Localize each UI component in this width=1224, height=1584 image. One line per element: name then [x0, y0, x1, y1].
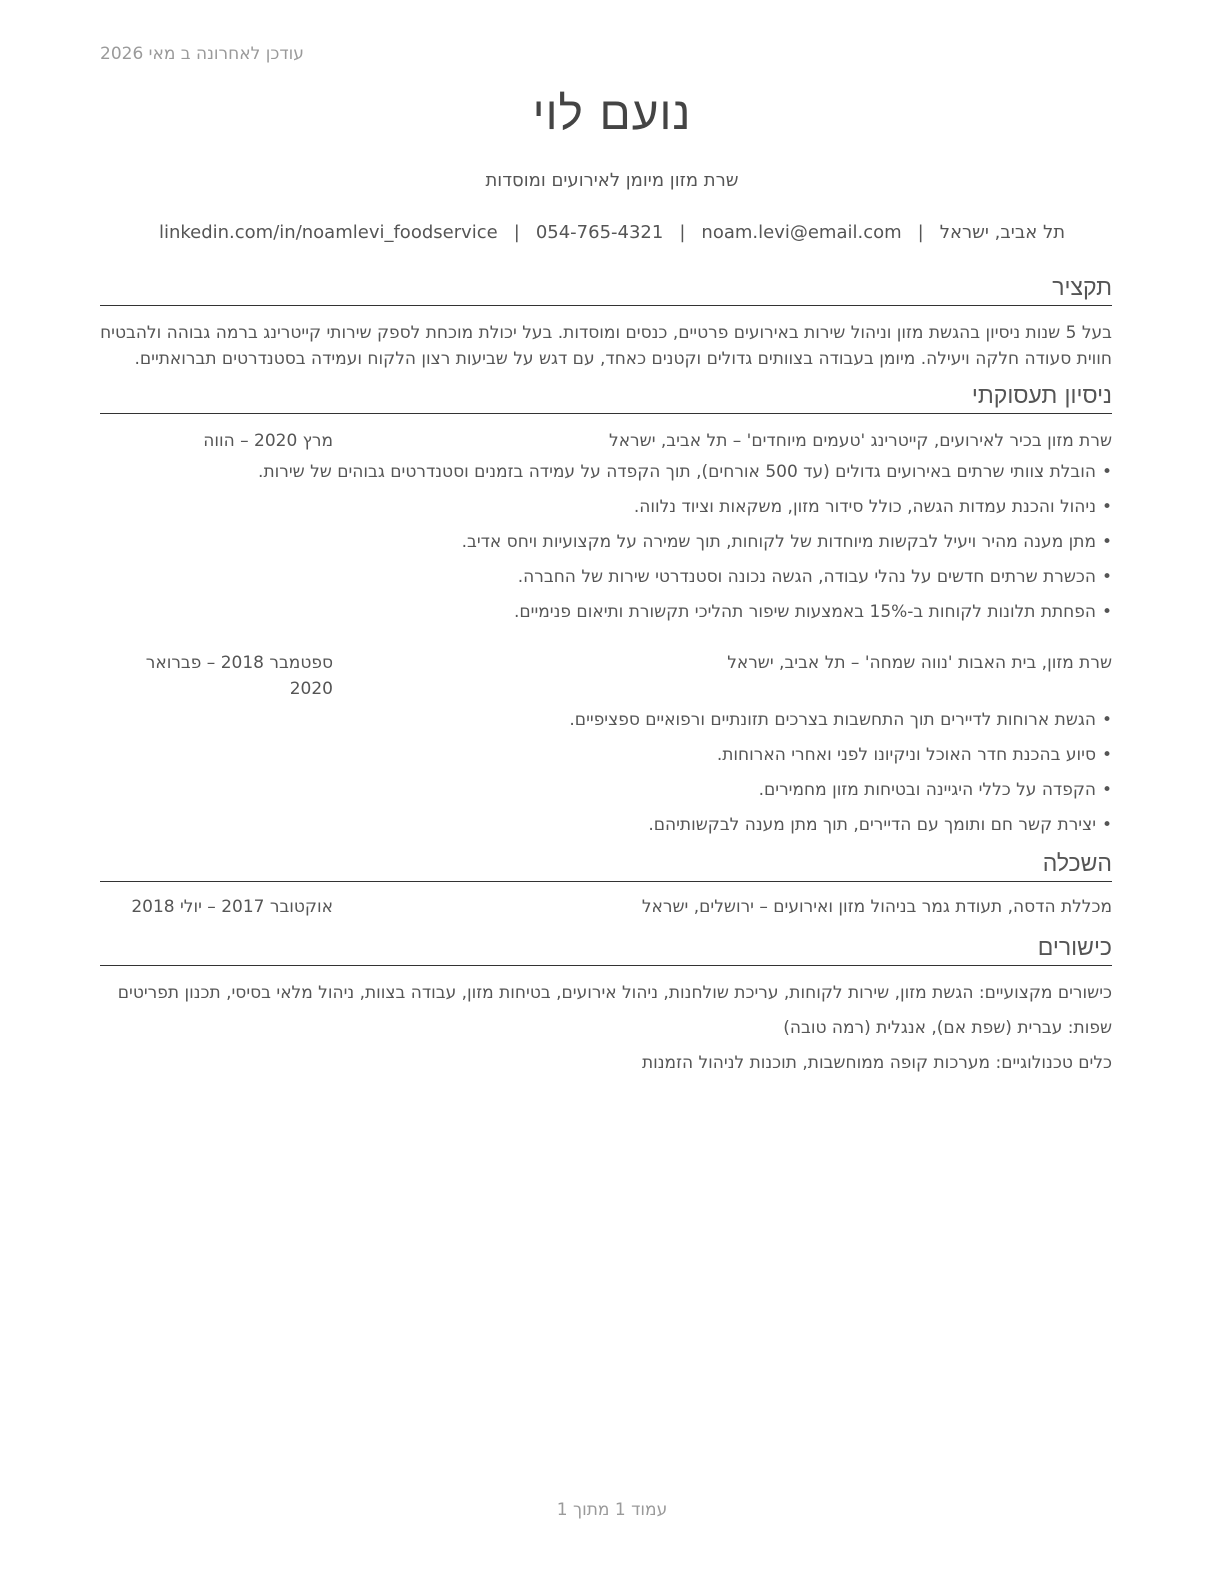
section-title-education: השכלה [100, 848, 1112, 882]
contact-phone[interactable]: 054-765-4321 [535, 222, 664, 243]
job-dates: ספטמבר 2018 – פברואר 2020 [145, 653, 333, 699]
section-title-experience: ניסיון תעסוקתי [100, 380, 1112, 414]
contact-separator: | [917, 222, 924, 243]
candidate-subtitle: שרת מזון מיומן לאירועים ומוסדות [485, 170, 739, 191]
resume-body [100, 272, 1112, 1076]
section-title-summary: תקציר [100, 272, 1112, 306]
job-bullet: • הובלת צוותי שרתים באירועים גדולים (עד 500 אורחים), תוך הקפדה על עמידה בזמנים וסטנדרטים גבוהים של שירות. [100, 460, 1112, 484]
contact-linkedin[interactable]: linkedin.com/in/noamlevi_foodservice [158, 222, 498, 243]
contact-separator: | [513, 222, 520, 243]
last-updated-note: עודכן לאחרונה ב מאי 2026 [100, 44, 304, 64]
job-title: שרת מזון בכיר לאירועים, קייטרינג 'טעמים מיוחדים' – תל אביב, ישראל [609, 431, 1112, 451]
job-header [100, 650, 1112, 702]
job-bullet: • יצירת קשר חם ותומך עם הדיירים, תוך מתן מענה לבקשותיהם. [100, 813, 1112, 837]
contact-email[interactable]: noam.levi@email.com [701, 222, 902, 243]
candidate-name: נועם לוי [532, 86, 692, 140]
job-bullet: • הגשת ארוחות לדיירים תוך התחשבות בצרכים תזונתיים ורפואיים ספציפיים. [100, 708, 1112, 732]
education-dates: אוקטובר 2017 – יולי 2018 [131, 897, 333, 917]
contact-separator: | [679, 222, 686, 243]
job-bullet: • הפחתת תלונות לקוחות ב-15% באמצעות שיפור תהליכי תקשורת ותיאום פנימיים. [100, 600, 1112, 624]
summary-text: בעל 5 שנות ניסיון בהגשת מזון וניהול שירות באירועים פרטיים, כנסים ומוסדות. בעל יכולת מוכחת לספק שירותי קייטרינג ברמה גבוהה ולהבטיח חווית סעודה חלקה ויעילה. מיומן בעבודה בצוותים גדולים וקטנים כאחד, עם דגש על שביעות רצון הלקוח ועמידה בסטנדרטים תברואתיים. [100, 323, 1112, 369]
job-bullet: • סיוע בהכנת חדר האוכל וניקיונו לפני ואחרי הארוחות. [100, 743, 1112, 767]
education-title: מכללת הדסה, תעודת גמר בניהול מזון ואירועים – ירושלים, ישראל [641, 897, 1112, 917]
job-dates: מרץ 2020 – הווה [203, 431, 333, 451]
skills-languages: שפות: עברית (שפת אם), אנגלית (רמה טובה) [783, 1018, 1112, 1038]
job-bullets [100, 460, 1112, 624]
page-number: עמוד 1 מתוך 1 [556, 1500, 668, 1520]
job-bullets [100, 708, 1112, 837]
job-header [100, 428, 1112, 454]
job-bullet: • הקפדה על כללי היגיינה ובטיחות מזון מחמירים. [100, 778, 1112, 802]
contact-location: תל אביב, ישראל [939, 222, 1066, 243]
job-title: שרת מזון, בית האבות 'נווה שמחה' – תל אביב, ישראל [727, 653, 1112, 673]
skills-professional: כישורים מקצועיים: הגשת מזון, שירות לקוחות, עריכת שולחנות, ניהול אירועים, בטיחות מזון, עבודה בצוות, ניהול מלאי בסיסי, תכנון תפריטים [117, 983, 1112, 1003]
contact-line [0, 222, 1224, 243]
job-bullet: • הכשרת שרתים חדשים על נהלי עבודה, הגשה נכונה וסטנדרטי שירות של החברה. [100, 565, 1112, 589]
skills-tech: כלים טכנולוגיים: מערכות קופה ממוחשבות, תוכנות לניהול הזמנות [641, 1053, 1112, 1073]
job-bullet: • ניהול והכנת עמדות הגשה, כולל סידור מזון, משקאות וציוד נלווה. [100, 495, 1112, 519]
job-bullet: • מתן מענה מהיר ויעיל לבקשות מיוחדות של לקוחות, תוך שמירה על מקצועיות ויחס אדיב. [100, 530, 1112, 554]
section-title-skills: כישורים [100, 932, 1112, 966]
education-header [100, 894, 1112, 920]
